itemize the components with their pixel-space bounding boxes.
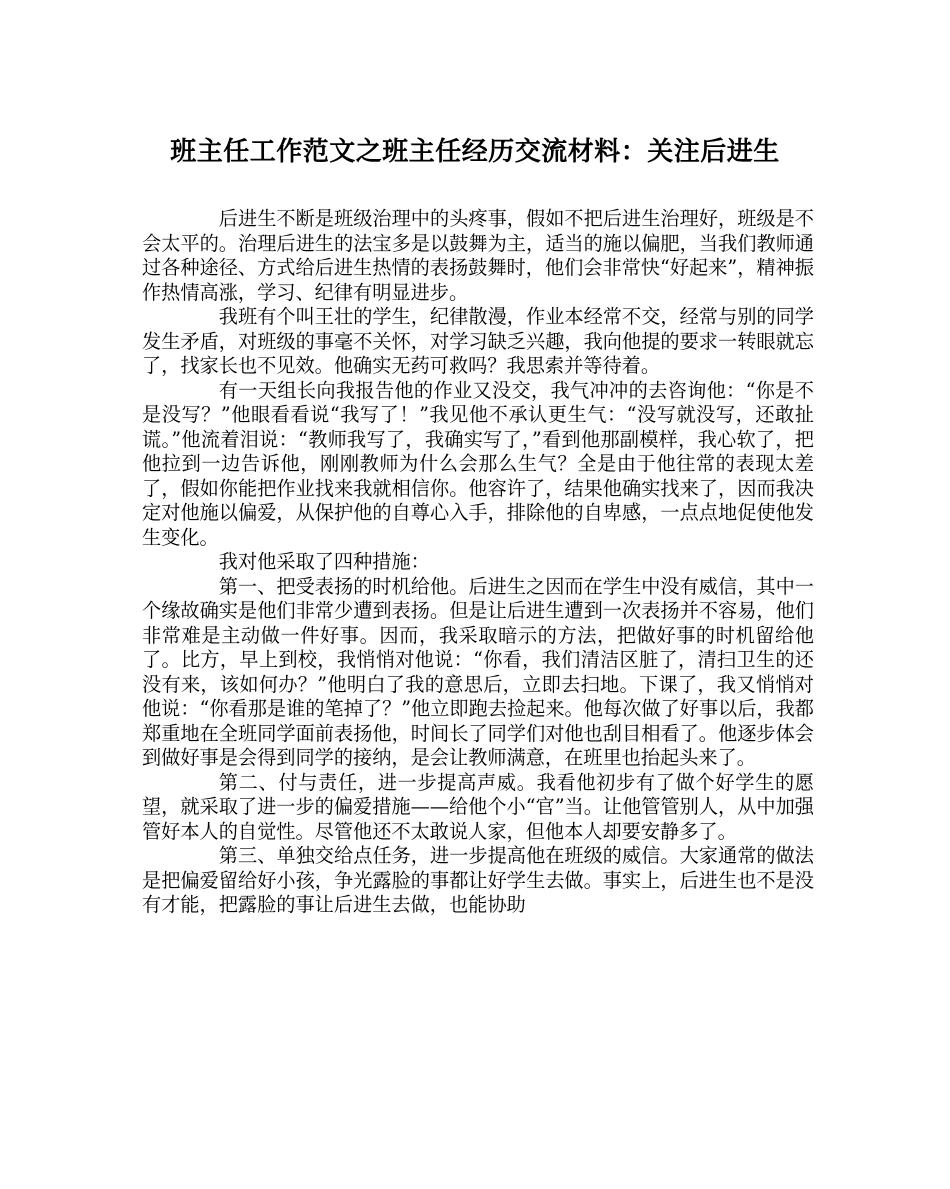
paragraph: 有一天组长向我报告他的作业又没交，我气冲冲的去咨询他：“你是不是没写？”他眼看看说“我写了！”我见他不承认更生气：“没写就没写，还敢扯谎。”他流着泪说：“教师我写了，我确实写了，”看到他那副模样，我心软了，把他拉到一边告诉他，刚刚教师为什么会那么生气？全是由于他往常的表现太差了，假如你能把作业找来我就相信你。他容许了，结果他确实找来了，因而我决定对他施以偏爱，从保护他的自尊心入手，排除他的自卑感，一点点地促使他发生变化。 <box>142 378 814 549</box>
paragraph: 第三、单独交给点任务，进一步提高他在班级的威信。大家通常的做法是把偏爱留给好小孩，争光露脸的事都让好学生去做。事实上，后进生也不是没有才能，把露脸的事让后进生去做，也能协助 <box>142 844 814 916</box>
paragraph: 我对他采取了四种措施： <box>218 550 430 573</box>
document-body <box>142 207 814 918</box>
paragraph: 后进生不断是班级治理中的头疼事，假如不把后进生治理好，班级是不会太平的。治理后进生的法宝多是以鼓舞为主，适当的施以偏肥，当我们教师通过各种途径、方式给后进生热情的表扬鼓舞时，他们会非常快“好起来”，精神振作热情高涨，学习、纪律有明显进步。 <box>142 207 814 304</box>
paragraph: 第一、把受表扬的时机给他。后进生之因而在学生中没有威信，其中一个缘故确实是他们非常少遭到表扬。但是让后进生遭到一次表扬并不容易，他们非常难是主动做一件好事。因而，我采取暗示的方法，把做好事的时机留给他了。比方，早上到校，我悄悄对他说：“你看，我们清洁区脏了，清扫卫生的还没有来，该如何办？”他明白了我的意思后，立即去扫地。下课了，我又悄悄对他说：“你看那是谁的笔掉了？”他立即跑去捡起来。他每次做了好事以后，我都郑重地在全班同学面前表扬他，时间长了同学们对他也刮目相看了。他逐步体会到做好事是会得到同学的接纳，是会让教师满意，在班里也抬起头来了。 <box>142 574 814 769</box>
document-title: 班主任工作范文之班主任经历交流材料：关注后进生 <box>170 137 780 167</box>
paragraph: 第二、付与责任，进一步提高声威。我看他初步有了做个好学生的愿望，就采取了进一步的偏爱措施——给他个小“官”当。让他管管别人，从中加强管好本人的自觉性。尽管他还不太敢说人家，但他本人却要安静多了。 <box>142 770 814 843</box>
paragraph: 我班有个叫王壮的学生，纪律散漫，作业本经常不交，经常与别的同学发生矛盾，对班级的事毫不关怀，对学习缺乏兴趣，我向他提的要求一转眼就忘了，找家长也不见效。他确实无药可救吗？我思索并等待着。 <box>142 305 814 377</box>
